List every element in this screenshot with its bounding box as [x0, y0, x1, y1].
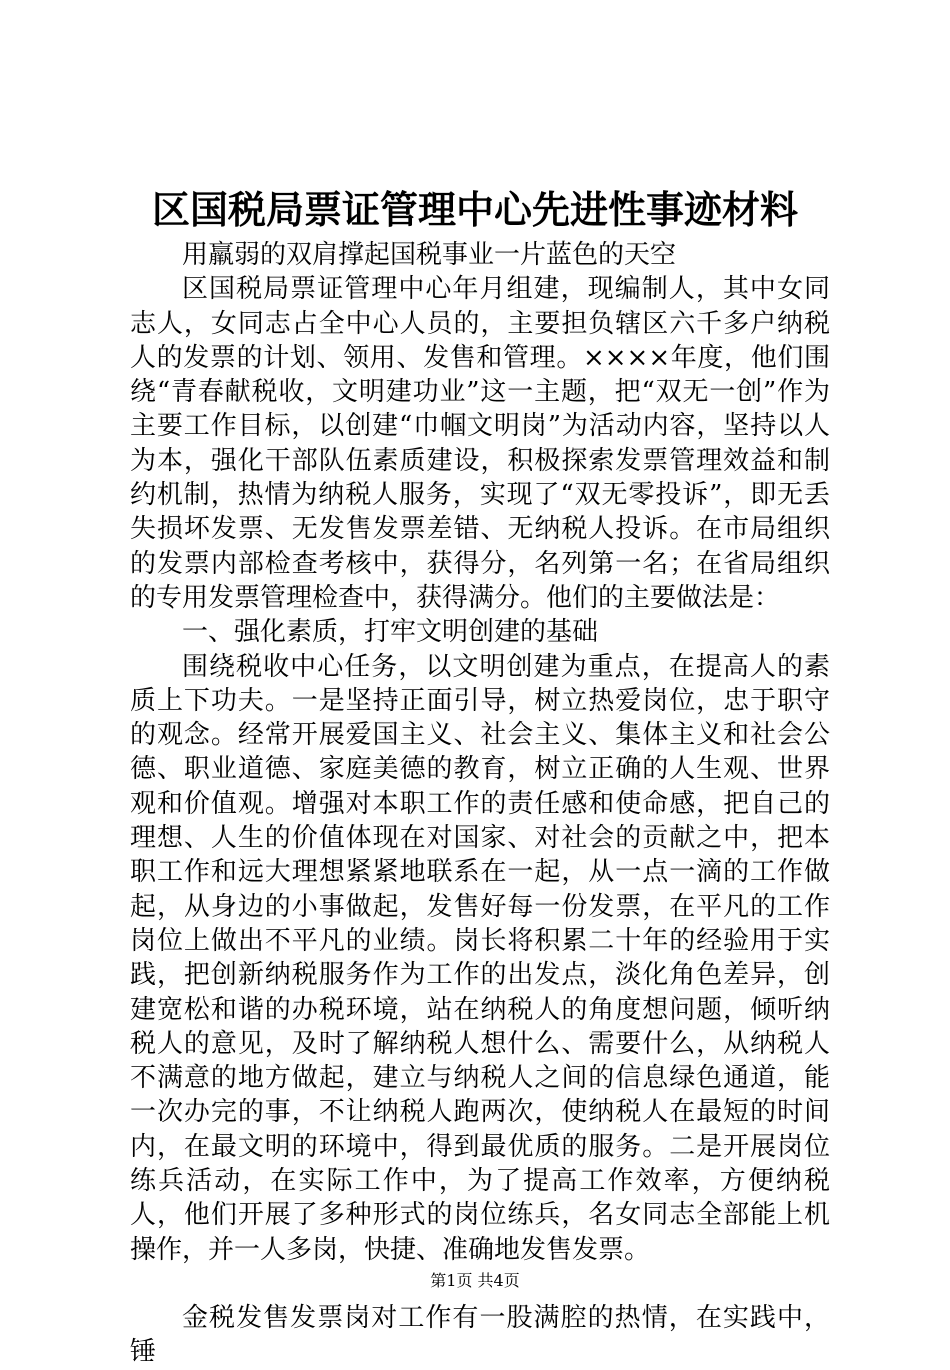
section-heading: 一、强化素质，打牢文明创建的基础	[182, 617, 599, 648]
intro-paragraph: 区国税局票证管理中心年月组建，现编制人，其中女同志人，女同志占全中心人员的，主要担负辖区六千多户纳税人的发票的计划、领用、发售和管理。××××年度，他们围绕“青春献税收，文明建功业”这一主题，把“双无一创”作为主要工作目标，以创建“巾帼文明岗”为活动内容，坚持以人为本，强化干部队伍素质建设，积极探索发票管理效益和制约机制，热情为纳税人服务，实现了“双无零投诉”，即无丢失损坏发票、无发售发票差错、无纳税人投诉。在市局组织的发票内部检查考核中，获得分，名列第一名；在省局组织的专用发票管理检查中，获得满分。他们的主要做法是：	[130, 274, 830, 613]
body-paragraph-continued: 金税发售发票岗对工作有一股满腔的热情，在实践中，锤	[130, 1302, 830, 1368]
document-title: 区国税局票证管理中心先进性事迹材料	[151, 187, 798, 232]
document-body	[130, 238, 830, 1370]
subtitle-paragraph: 用羸弱的双肩撑起国税事业一片蓝色的天空	[182, 240, 677, 270]
page-footer: 第1页 共4页	[430, 1271, 520, 1290]
body-paragraph: 围绕税收中心任务，以文明创建为重点，在提高人的素质上下功夫。一是坚持正面引导，树立热爱岗位，忠于职守的观念。经常开展爱国主义、社会主义、集体主义和社会公德、职业道德、家庭美德的教育，树立正确的人生观、世界观和价值观。增强对本职工作的责任感和使命感，把自己的理想、人生的价值体现在对国家、对社会的贡献之中，把本职工作和远大理想紧紧地联系在一起，从一点一滴的工作做起，从身边的小事做起，发售好每一份发票，在平凡的工作岗位上做出不平凡的业绩。岗长将积累二十年的经验用于实践，把创新纳税服务作为工作的出发点，淡化角色差异，创建宽松和谐的办税环境，站在纳税人的角度想问题，倾听纳税人的意见，及时了解纳税人想什么、需要什么，从纳税人不满意的地方做起，建立与纳税人之间的信息绿色通道，能一次办完的事，不让纳税人跑两次，使纳税人在最短的时间内，在最文明的环境中，得到最优质的服务。二是开展岗位练兵活动，在实际工作中，为了提高工作效率，方便纳税人，他们开展了多种形式的岗位练兵，名女同志全部能上机操作，并一人多岗，快捷、准确地发售发票。	[130, 651, 830, 1265]
